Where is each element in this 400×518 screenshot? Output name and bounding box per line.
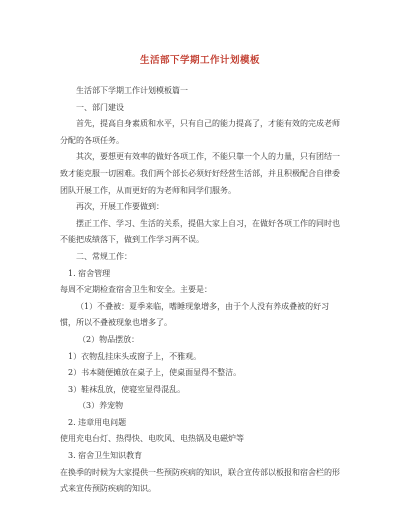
document-title: 生活部下学期工作计划模板 xyxy=(139,55,260,66)
paragraph: 每周不定期检查宿舍卫生和安全。主要是： xyxy=(60,285,212,295)
paragraph: 二、常规工作： xyxy=(76,251,132,261)
paragraph: 1）衣物乱挂床头或窗子上，不雅观。 xyxy=(68,351,202,361)
paragraph: 3）鞋袜乱放，使寝室显得混乱。 xyxy=(68,384,186,394)
paragraph: 摆正工作、学习、生活的关系，提倡大家上自习，在做好各项工作的同时也不能把成绩落下，做到工作学习两不误。 xyxy=(60,218,340,245)
paragraph: 2）书本随便摊放在桌子上，使桌面显得不整洁。 xyxy=(68,368,242,378)
paragraph: 一、部门建设 xyxy=(76,102,124,112)
paragraph: 1. 宿舍管理 xyxy=(68,268,111,278)
paragraph: 首先，提高自身素质和水平，只有自己的能力提高了，才能有效的完成老师分配的各项任务。 xyxy=(60,119,340,145)
paragraph: （2）物品摆放： xyxy=(78,334,140,344)
paragraph: 在换季的时候为大家提供一些预防疾病的知识，联合宣传部以板报和宿舍栏的形式来宣传预防疾病的知识。 xyxy=(60,467,340,494)
document-body xyxy=(60,83,344,498)
paragraph: 其次，要想更有效率的做好各项工作，不能只靠一个人的力量，只有团结一致才能克服一切困难。我们两个部长必须好好经营生活部，并且积极配合自律委团队开展工作，从而更好的为老师和同学们服务。 xyxy=(60,152,340,195)
paragraph: （1）不叠被：夏季来临，嗜睡现象增多，由于个人没有养成叠被的好习惯，所以不叠被现象也增多了。 xyxy=(60,301,330,328)
paragraph: 生活部下学期工作计划模板篇一 xyxy=(76,86,188,95)
paragraph: 3. 宿舍卫生知识教育 xyxy=(68,451,143,461)
paragraph: 2. 违章用电问题 xyxy=(68,417,127,427)
paragraph: （3）养宠物 xyxy=(78,401,124,411)
paragraph: 再次，开展工作要做到： xyxy=(76,202,164,212)
paragraph: 使用充电台灯、热得快、电吹风、电热锅及电磁炉等 xyxy=(60,434,244,444)
